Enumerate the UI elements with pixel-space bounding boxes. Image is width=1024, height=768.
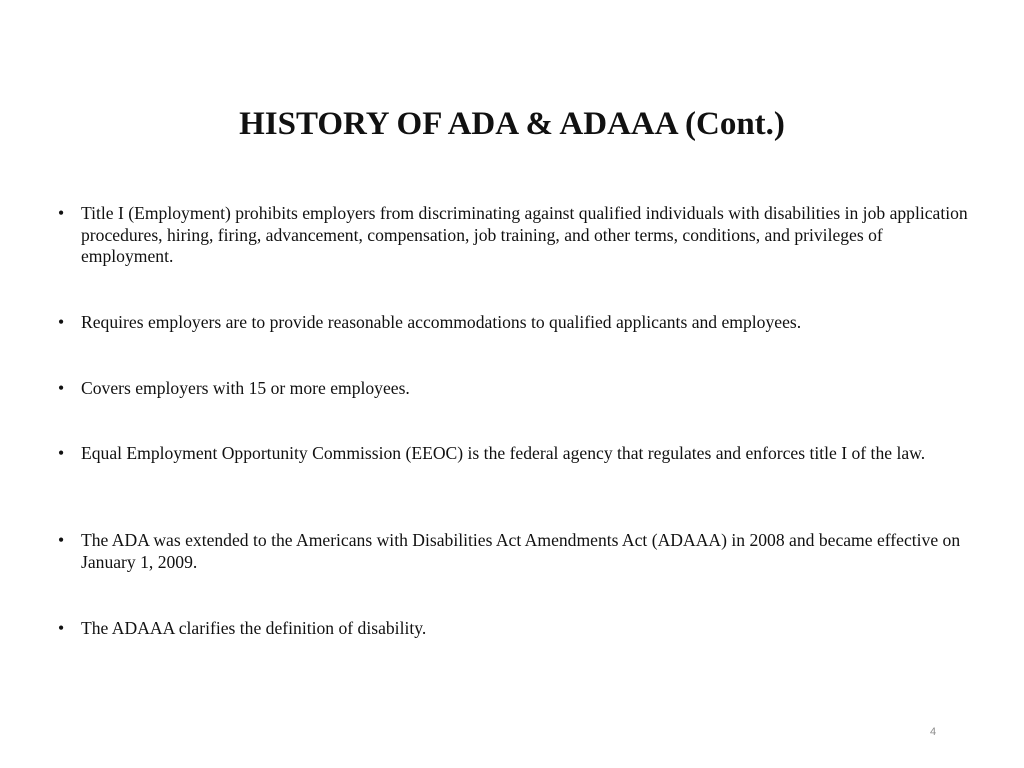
bullet-item	[58, 203, 968, 268]
page-number: 4	[930, 726, 937, 738]
bullet-marker: •	[58, 203, 65, 223]
bullet-item	[58, 378, 968, 400]
slide-title: HISTORY OF ADA & ADAAA (Cont.)	[239, 106, 785, 142]
bullet-item	[58, 530, 968, 573]
bullet-text: The ADA was extended to the Americans with Disabilities Act Amendments Act (ADAAA) in 2008 and became effective on January 1, 2009.	[81, 530, 961, 572]
bullet-item	[58, 443, 968, 465]
bullet-text: Requires employers are to provide reasonable accommodations to qualified applicants and employees.	[81, 312, 802, 332]
bullet-marker: •	[58, 530, 65, 550]
bullet-marker: •	[58, 312, 65, 332]
bullet-marker: •	[58, 378, 65, 398]
bullet-text: Covers employers with 15 or more employees.	[81, 378, 410, 398]
bullet-marker: •	[58, 443, 65, 463]
bullet-text: Equal Employment Opportunity Commission (EEOC) is the federal agency that regulates and enforces title I of the law.	[81, 443, 926, 463]
bullet-item	[58, 618, 968, 640]
bullet-marker: •	[58, 618, 65, 638]
bullet-text: The ADAAA clarifies the definition of disability.	[81, 618, 427, 638]
bullet-item	[58, 312, 968, 334]
bullet-text: Title I (Employment) prohibits employers from discriminating against qualified individuals with disabilities in job application procedures, hiring, firing, advancement, compensation, job training, and other terms, conditions, and privileges of employment.	[81, 203, 968, 266]
